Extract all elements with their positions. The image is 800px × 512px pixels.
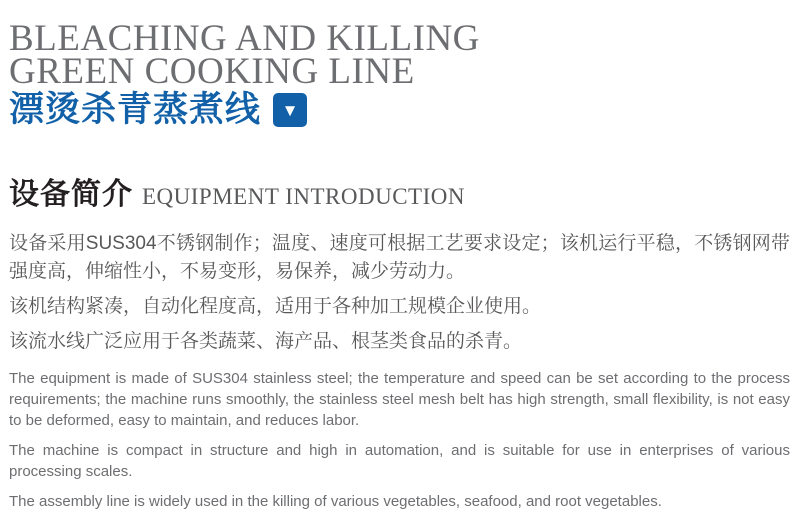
page-title-chinese: 漂烫杀青蒸煮线 xyxy=(9,90,262,129)
page-title-english-line1: BLEACHING AND KILLING xyxy=(9,18,480,59)
down-triangle-glyph: ▼ xyxy=(281,101,299,120)
section-heading xyxy=(9,169,790,213)
down-triangle-icon xyxy=(273,93,307,127)
chinese-paragraph-1: 设备采用SUS304不锈钢制作；温度、速度可根据工艺要求设定；该机运行平稳，不锈钢网带强度高，伸缩性小，不易变形，易保养，减少劳动力。 xyxy=(9,233,790,282)
page-title-chinese-row xyxy=(9,92,790,127)
english-introduction xyxy=(9,368,790,512)
chinese-paragraph-2: 该机结构紧凑，自动化程度高，适用于各种加工规模企业使用。 xyxy=(9,296,542,317)
english-paragraph-1: The equipment is made of SUS304 stainless steel; the temperature and speed can be set according to the process requirements; the machine runs smoothly, the stainless steel mesh belt has high strength, small flexibility, is not easy to be deformed, easy to maintain, and reduces labor. xyxy=(9,370,790,429)
section-heading-english: EQUIPMENT INTRODUCTION xyxy=(142,184,465,209)
page-title-english-line2: GREEN COOKING LINE xyxy=(9,51,415,92)
chinese-introduction xyxy=(9,230,790,356)
english-paragraph-3: The assembly line is widely used in the killing of various vegetables, seafood, and root vegetables. xyxy=(9,493,662,510)
section-heading-chinese: 设备简介 xyxy=(9,178,133,211)
english-paragraph-2: The machine is compact in structure and high in automation, and is suitable for use in enterprises of various processing scales. xyxy=(9,442,790,480)
chinese-paragraph-3: 该流水线广泛应用于各类蔬菜、海产品、根茎类食品的杀青。 xyxy=(9,331,523,352)
page-title-english xyxy=(9,18,790,92)
